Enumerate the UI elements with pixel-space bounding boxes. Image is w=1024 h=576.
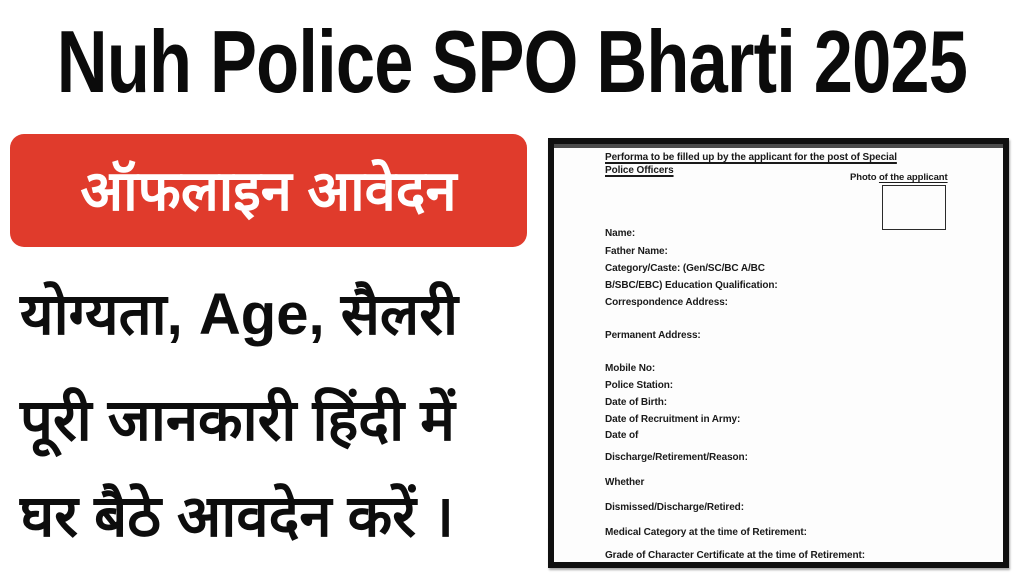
form-field-dismissed-discharge-retired: Dismissed/Discharge/Retired: xyxy=(605,502,744,513)
form-field-date-of-recruitment: Date of Recruitment in Army: xyxy=(605,414,741,425)
form-field-discharge-retirement-reason: Discharge/Retirement/Reason: xyxy=(605,452,748,463)
form-field-character-certificate-grade: Grade of Character Certificate at the time of Retirement: xyxy=(605,550,865,561)
form-field-permanent-address: Permanent Address: xyxy=(605,330,701,341)
photo-label xyxy=(850,172,948,183)
photo-label-prefix: Photo xyxy=(850,172,879,183)
photo-label-underlined: of the applicant xyxy=(878,172,948,183)
form-field-name: Name: xyxy=(605,228,636,239)
page-title: Nuh Police SPO Bharti 2025 xyxy=(56,12,968,111)
form-field-date-of-birth: Date of Birth: xyxy=(605,397,667,408)
form-body xyxy=(554,144,1003,562)
form-field-medical-category: Medical Category at the time of Retirement: xyxy=(605,527,807,538)
subtitle-line-3: घर बैठे आवदेन करें । xyxy=(20,484,455,549)
subtitle-line-2: पूरी जानकारी हिंदी में xyxy=(20,388,455,453)
subtitle-line-1: योग्यता, Age, सैलरी xyxy=(20,282,458,347)
form-header-line-2: Police Officers xyxy=(605,165,674,176)
headline-wrap xyxy=(0,12,1024,111)
badge-label: ऑफलाइन आवेदन xyxy=(80,158,457,222)
form-field-father-name: Father Name: xyxy=(605,246,668,257)
form-field-whether: Whether xyxy=(605,477,645,488)
form-field-category-caste: Category/Caste: (Gen/SC/BC A/BC xyxy=(605,263,765,274)
photo-box xyxy=(882,185,946,230)
application-form-document xyxy=(548,138,1009,568)
form-field-mobile-no: Mobile No: xyxy=(605,363,656,374)
offline-application-badge xyxy=(10,134,527,247)
form-field-education-qualification: B/SBC/EBC) Education Qualification: xyxy=(605,280,778,291)
form-field-police-station: Police Station: xyxy=(605,380,673,391)
form-field-correspondence-address: Correspondence Address: xyxy=(605,297,728,308)
form-field-date-of: Date of xyxy=(605,430,639,441)
form-header-line-1: Performa to be filled up by the applicant for the post of Special xyxy=(605,152,897,163)
